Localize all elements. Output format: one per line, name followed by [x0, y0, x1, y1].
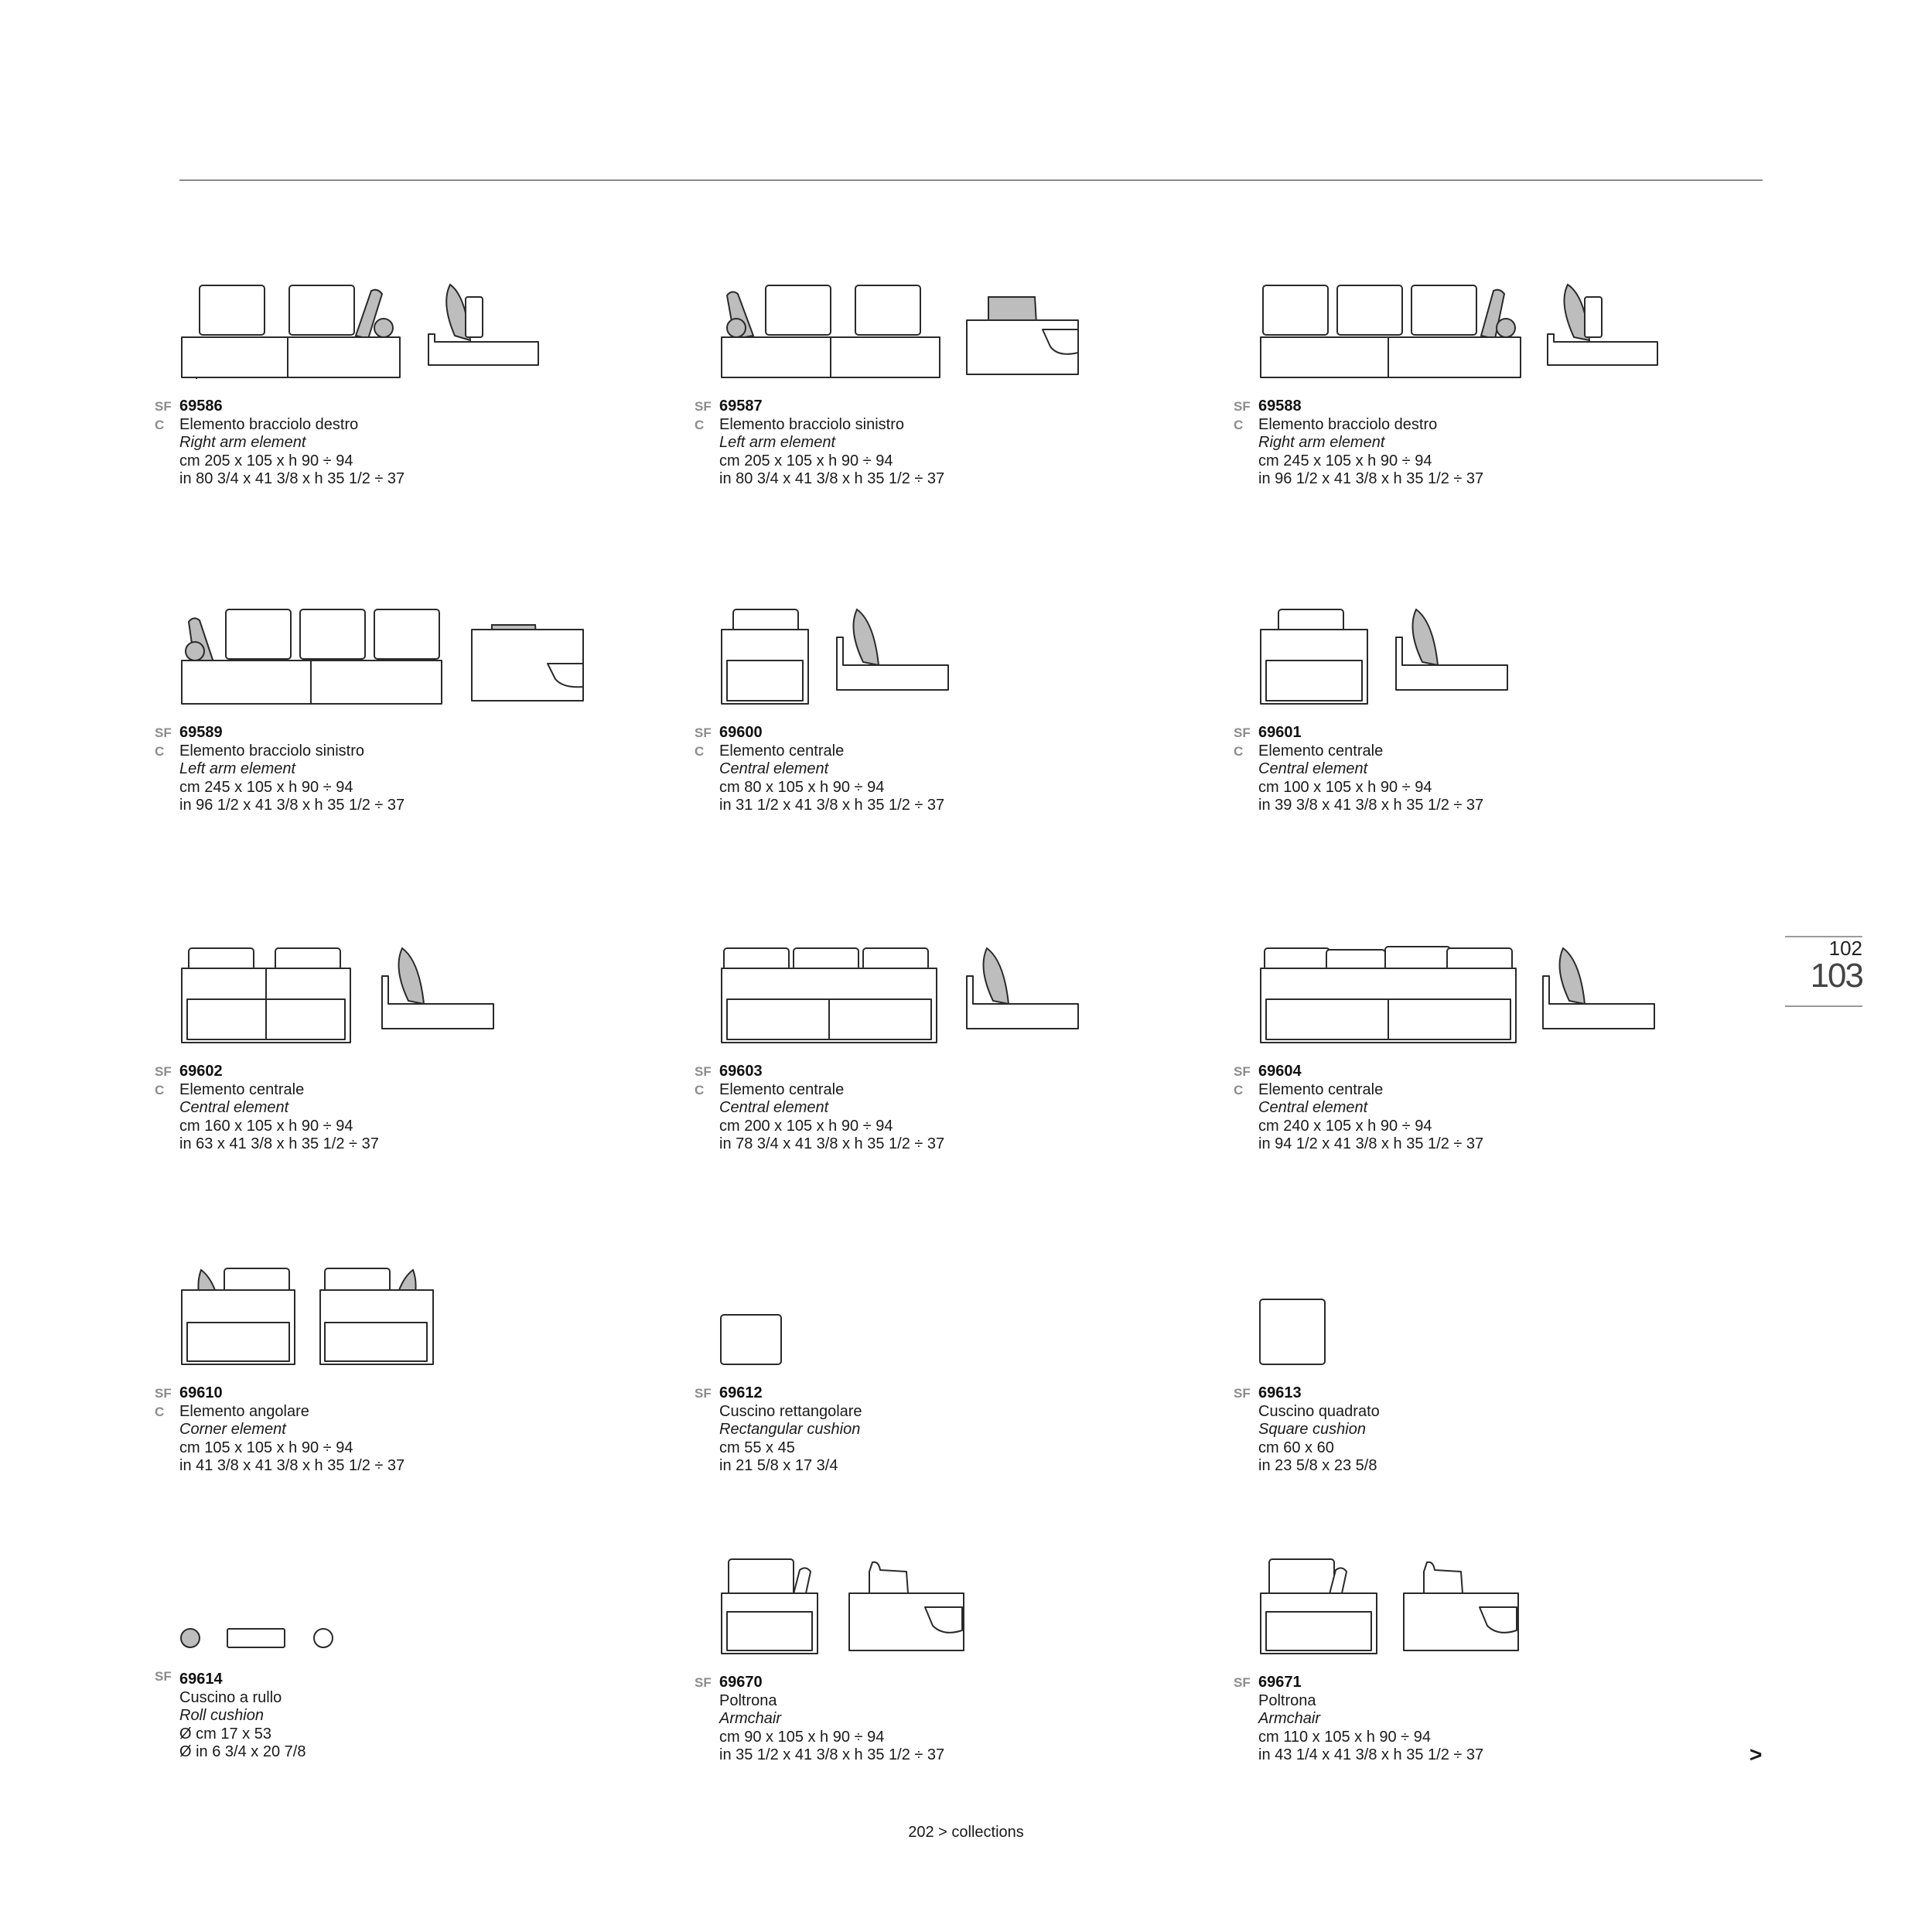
armchair-drawing-front-side — [719, 1556, 1091, 1657]
front-view — [722, 948, 937, 1043]
product-name-en: Left arm element — [719, 434, 836, 451]
product-name-en: Central element — [179, 1099, 289, 1116]
product-69670[interactable] — [695, 1556, 1214, 1765]
product-name-it: Elemento bracciolo destro — [1258, 415, 1438, 433]
dimensions-cm: cm 205 x 105 x h 90 ÷ 94 — [179, 452, 353, 469]
side-view — [849, 1562, 964, 1650]
product-name-it: Elemento centrale — [719, 1080, 845, 1098]
tag-sf: SF — [695, 1675, 712, 1690]
product-name-en: Central element — [719, 760, 829, 777]
product-code: 69613 — [1258, 1384, 1302, 1401]
product-name-it: Elemento angolare — [179, 1402, 309, 1420]
product-name-en: Corner element — [179, 1421, 286, 1438]
dimensions-in: in 80 3/4 x 41 3/8 x h 35 1/2 ÷ 37 — [179, 470, 405, 487]
product-name-it: Cuscino quadrato — [1258, 1402, 1380, 1420]
corner-right — [320, 1268, 433, 1364]
product-69613[interactable] — [1234, 1298, 1753, 1476]
tag-sf: SF — [155, 399, 172, 414]
dimensions-in: in 43 1/4 x 41 3/8 x h 35 1/2 ÷ 37 — [1258, 1746, 1484, 1763]
tag-sf: SF — [1234, 1064, 1251, 1079]
dimensions-cm: cm 200 x 105 x h 90 ÷ 94 — [719, 1117, 893, 1135]
dimensions-cm: cm 160 x 105 x h 90 ÷ 94 — [179, 1117, 353, 1135]
dimensions-in: in 41 3/8 x 41 3/8 x h 35 1/2 ÷ 37 — [179, 1457, 405, 1474]
dimensions-cm: cm 245 x 105 x h 90 ÷ 94 — [179, 778, 353, 796]
sofa-drawing-front-side — [1258, 606, 1630, 707]
front-view — [722, 609, 808, 704]
side-view — [472, 625, 583, 701]
product-code: 69588 — [1258, 398, 1302, 415]
product-code: 69671 — [1258, 1674, 1302, 1691]
dimensions-cm: cm 105 x 105 x h 90 ÷ 94 — [179, 1439, 353, 1456]
product-code: 69610 — [179, 1384, 223, 1401]
top-rule — [179, 179, 1763, 181]
product-69587[interactable] — [695, 280, 1214, 489]
sofa-drawing-front-side — [179, 945, 551, 1046]
page-number-rule-bottom — [1785, 1005, 1862, 1007]
side-view — [967, 297, 1078, 374]
product-69601[interactable] — [1234, 606, 1753, 815]
product-code: 69670 — [719, 1674, 763, 1691]
side-view — [837, 609, 948, 690]
dimensions-in: in 31 1/2 x 41 3/8 x h 35 1/2 ÷ 37 — [719, 797, 945, 814]
corner-left — [182, 1268, 295, 1364]
product-name-it: Elemento centrale — [179, 1080, 305, 1098]
product-69614[interactable] — [155, 1626, 674, 1762]
dimensions-in: in 96 1/2 x 41 3/8 x h 35 1/2 ÷ 37 — [179, 797, 405, 814]
dimensions-in: in 80 3/4 x 41 3/8 x h 35 1/2 ÷ 37 — [719, 470, 945, 487]
page-numbers — [1785, 937, 1862, 993]
dimensions-in: in 94 1/2 x 41 3/8 x h 35 1/2 ÷ 37 — [1258, 1135, 1484, 1152]
dimensions-in: in 78 3/4 x 41 3/8 x h 35 1/2 ÷ 37 — [719, 1135, 945, 1152]
product-69603[interactable] — [695, 945, 1214, 1154]
sofa-drawing-front-side — [719, 280, 1091, 381]
tag-c: C — [1234, 1082, 1244, 1097]
tag-sf: SF — [155, 725, 172, 740]
sofa-drawing-front-side — [719, 606, 1091, 707]
product-name-it: Elemento centrale — [1258, 742, 1384, 759]
tag-c: C — [1234, 743, 1244, 759]
dimensions-in: in 23 5/8 x 23 5/8 — [1258, 1457, 1377, 1474]
product-name-en: Left arm element — [179, 760, 296, 777]
dimensions-in: in 63 x 41 3/8 x h 35 1/2 ÷ 37 — [179, 1135, 379, 1152]
dimensions-in: in 35 1/2 x 41 3/8 x h 35 1/2 ÷ 37 — [719, 1746, 945, 1763]
product-code: 69587 — [719, 398, 763, 415]
product-69610[interactable] — [155, 1267, 674, 1476]
product-69588[interactable] — [1234, 280, 1753, 489]
dimensions-in: Ø in 6 3/4 x 20 7/8 — [179, 1743, 306, 1760]
dimensions-cm: cm 55 x 45 — [719, 1439, 795, 1456]
tag-sf: SF — [695, 399, 712, 414]
front-view — [1261, 285, 1521, 377]
product-69612[interactable] — [695, 1313, 1214, 1476]
product-69600[interactable] — [695, 606, 1214, 815]
tag-sf: SF — [155, 1064, 172, 1079]
tag-sf: SF — [155, 1386, 172, 1401]
product-69586[interactable] — [155, 280, 674, 489]
dimensions-cm: cm 205 x 105 x h 90 ÷ 94 — [719, 452, 893, 469]
product-name-en: Square cushion — [1258, 1421, 1366, 1438]
product-name-it: Elemento bracciolo sinistro — [179, 742, 364, 759]
front-view — [722, 285, 940, 377]
tag-sf: SF — [1234, 725, 1251, 740]
tag-sf: SF — [695, 1386, 712, 1401]
product-name-en: Armchair — [719, 1710, 782, 1727]
product-name-it: Cuscino a rullo — [179, 1688, 282, 1706]
front-view — [182, 285, 400, 379]
product-name-it: Poltrona — [719, 1691, 777, 1709]
armchair-drawing-front-side — [1258, 1556, 1630, 1657]
product-name-en: Roll cushion — [179, 1707, 264, 1724]
product-name-it: Cuscino rettangolare — [719, 1402, 862, 1420]
dimensions-cm: cm 60 x 60 — [1258, 1439, 1334, 1456]
sofa-drawing-front-side — [719, 945, 1091, 1046]
product-name-en: Right arm element — [1258, 434, 1385, 451]
tag-c: C — [155, 417, 165, 432]
side-view — [1404, 1562, 1518, 1650]
tag-sf: SF — [1234, 1386, 1251, 1401]
page-number-current: 103 — [1810, 957, 1862, 995]
page-number-prev: 102 — [1828, 937, 1862, 960]
tag-c: C — [695, 1082, 705, 1097]
product-name-it: Elemento bracciolo sinistro — [719, 415, 904, 433]
tag-c: C — [695, 417, 705, 432]
dimensions-cm: cm 100 x 105 x h 90 ÷ 94 — [1258, 778, 1432, 796]
sofa-drawing-front-side — [1258, 280, 1691, 381]
front-view — [1261, 609, 1367, 704]
product-name-en: Right arm element — [179, 434, 306, 451]
product-name-en: Central element — [1258, 760, 1368, 777]
product-code: 69589 — [179, 724, 223, 741]
tag-sf: SF — [695, 725, 712, 740]
side-view — [1396, 609, 1507, 690]
side-view — [1548, 285, 1657, 365]
sofa-drawing-front-side — [1258, 945, 1691, 1046]
product-69671[interactable] — [1234, 1556, 1753, 1765]
product-code: 69602 — [179, 1063, 223, 1080]
dimensions-cm: cm 245 x 105 x h 90 ÷ 94 — [1258, 452, 1432, 469]
product-code: 69612 — [719, 1384, 763, 1401]
front-view — [1261, 1559, 1377, 1654]
product-name-it: Elemento bracciolo destro — [179, 415, 359, 433]
product-code: 69586 — [179, 398, 223, 415]
side-view — [1543, 948, 1654, 1029]
product-name-en: Rectangular cushion — [719, 1421, 861, 1438]
product-69602[interactable] — [155, 945, 674, 1154]
next-page-arrow[interactable]: > — [1749, 1743, 1763, 1766]
tag-c: C — [155, 743, 165, 759]
product-code: 69603 — [719, 1063, 763, 1080]
product-code: 69604 — [1258, 1063, 1302, 1080]
tag-c: C — [155, 1082, 165, 1097]
side-view — [382, 948, 493, 1029]
product-name-en: Armchair — [1258, 1710, 1321, 1727]
tag-sf: SF — [695, 1064, 712, 1079]
product-name-en: Central element — [719, 1099, 829, 1116]
product-name-en: Central element — [1258, 1099, 1368, 1116]
dimensions-in: in 21 5/8 x 17 3/4 — [719, 1457, 838, 1474]
product-code: 69601 — [1258, 724, 1302, 741]
dimensions-cm: cm 240 x 105 x h 90 ÷ 94 — [1258, 1117, 1432, 1135]
dimensions-in: in 96 1/2 x 41 3/8 x h 35 1/2 ÷ 37 — [1258, 470, 1484, 487]
square-cushion-drawing — [1258, 1298, 1413, 1367]
product-name-it: Elemento centrale — [1258, 1080, 1384, 1098]
dimensions-in: in 39 3/8 x 41 3/8 x h 35 1/2 ÷ 37 — [1258, 797, 1484, 814]
product-name-it: Poltrona — [1258, 1691, 1316, 1709]
side-view — [967, 948, 1078, 1029]
product-code: 69614 — [179, 1671, 223, 1688]
sofa-drawing-corner-pair — [179, 1267, 551, 1367]
sofa-drawing-front-side — [179, 280, 551, 381]
dimensions-cm: cm 90 x 105 x h 90 ÷ 94 — [719, 1728, 885, 1746]
sofa-drawing-front-side — [179, 606, 613, 707]
product-name-it: Elemento centrale — [719, 742, 845, 759]
product-69589[interactable] — [155, 606, 674, 815]
dimensions-cm: cm 80 x 105 x h 90 ÷ 94 — [719, 778, 885, 796]
tag-c: C — [155, 1404, 165, 1419]
rectangular-cushion-drawing — [719, 1313, 874, 1367]
product-code: 69600 — [719, 724, 763, 741]
dimensions-cm: cm 110 x 105 x h 90 ÷ 94 — [1258, 1728, 1431, 1746]
front-view — [722, 1559, 818, 1654]
front-view — [182, 948, 350, 1043]
roll-cushion-drawing — [179, 1626, 350, 1650]
side-view — [428, 285, 538, 365]
page-footer: 202 > collections — [908, 1824, 1024, 1841]
tag-sf: SF — [1234, 1675, 1251, 1690]
tag-c: C — [695, 743, 705, 759]
dimensions-cm: Ø cm 17 x 53 — [179, 1725, 271, 1743]
front-view — [182, 609, 442, 704]
tag-sf: SF — [1234, 399, 1251, 414]
product-69604[interactable] — [1234, 945, 1753, 1154]
tag-c: C — [1234, 417, 1244, 432]
tag-sf: SF — [155, 1669, 172, 1684]
front-view — [1261, 947, 1516, 1043]
